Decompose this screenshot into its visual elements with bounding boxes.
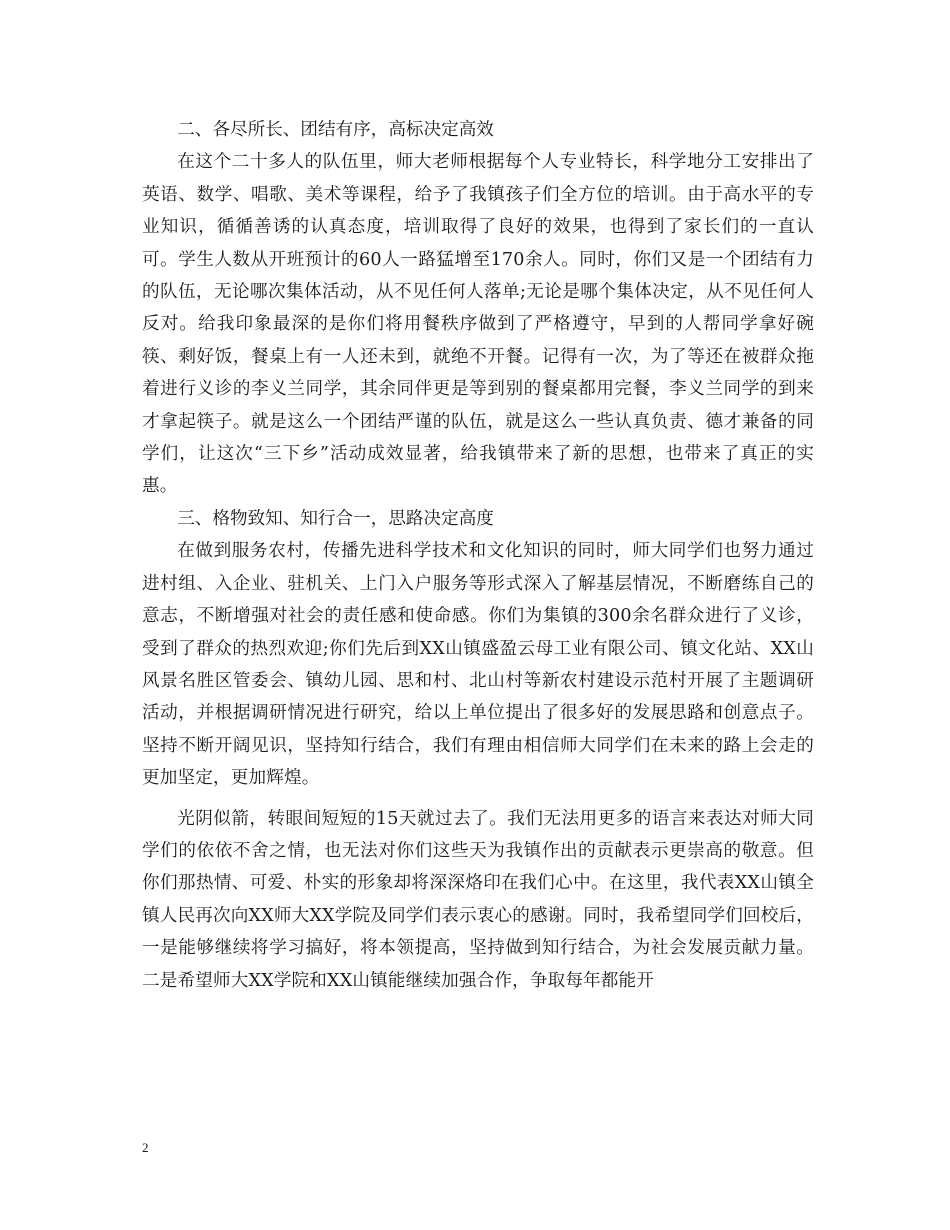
section-heading-3: 三、格物致知、知行合一，思路决定高度 xyxy=(177,508,494,529)
document-body xyxy=(142,114,814,997)
body-paragraph-2: 在做到服务农村，传播先进科学技术和文化知识的同时，师大同学们也努力通过进村组、入企业、驻机关、上门入户服务等形式深入了解基层情况，不断磨练自己的意志，不断增强对社会的责任感和使命感。你们为集镇的300余名群众进行了义诊，受到了群众的热烈欢迎;你们先后到XX山镇盛盈云母工业有限公司、镇文化站、XX山风景名胜区管委会、镇幼儿园、思和村、北山村等新农村建设示范村开展了主题调研活动，并根据调研情况进行研究，给以上单位提出了很多好的发展思路和创意点子。坚持不断开阔见识，坚持知行结合，我们有理由相信师大同学们在未来的路上会走的更加坚定，更加辉煌。 xyxy=(142,541,814,789)
body-paragraph-1: 在这个二十多人的队伍里，师大老师根据每个人专业特长，科学地分工安排出了英语、数学、唱歌、美术等课程，给予了我镇孩子们全方位的培训。由于高水平的专业知识，循循善诱的认真态度，培训取得了良好的效果，也得到了家长们的一直认可。学生人数从开班预计的60人一路猛增至170余人。同时，你们又是一个团结有力的队伍，无论哪次集体活动，从不见任何人落单;无论是哪个集体决定，从不见任何人反对。给我印象最深的是你们将用餐秩序做到了严格遵守，早到的人帮同学拿好碗筷、剩好饭，餐桌上有一人还未到，就绝不开餐。记得有一次，为了等还在被群众拖着进行义诊的李义兰同学，其余同伴更是等到别的餐桌都用完餐，李义兰同学的到来才拿起筷子。就是这么一个团结严谨的队伍，就是这么一些认真负责、德才兼备的同学们，让这次“三下乡”活动成效显著，给我镇带来了新的思想，也带来了真正的实惠。 xyxy=(142,152,814,497)
page-number: 2 xyxy=(142,1140,149,1155)
section-heading-2: 二、各尽所长、团结有序，高标决定高效 xyxy=(177,120,494,140)
body-paragraph-3: 光阴似箭，转眼间短短的15天就过去了。我们无法用更多的语言来表达对师大同学们的依依不舍之情，也无法对你们这些天为我镇作出的贡献表示更崇高的敬意。但你们那热情、可爱、朴实的形象却将深深烙印在我们心中。在这里，我代表XX山镇全镇人民再次向XX师大XX学院及同学们表示衷心的感谢。同时，我希望同学们回校后，一是能够继续将学习搞好，将本领提高，坚持做到知行结合，为社会发展贡献力量。二是希望师大XX学院和XX山镇能继续加强合作，争取每年都能开 xyxy=(142,808,814,991)
